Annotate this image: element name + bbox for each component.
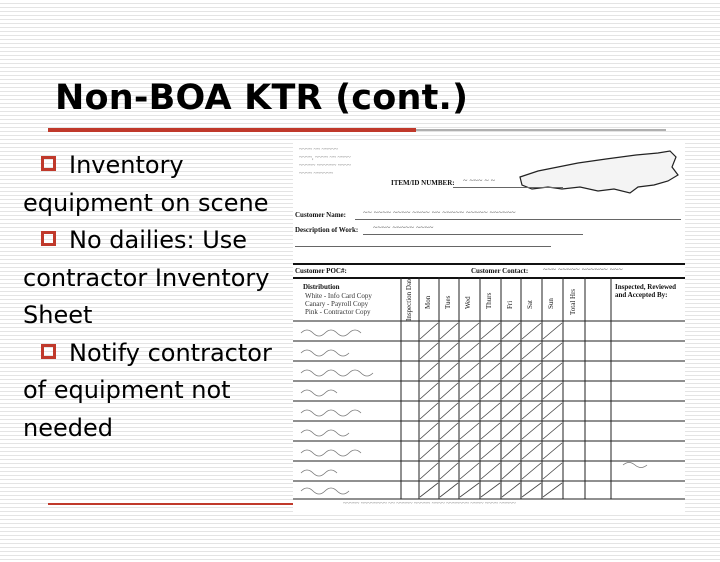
bullet-item: No dailies: Use contractor Inventory Sheet [23,226,270,329]
title-underline-accent [48,128,416,132]
handwritten-entry: ~ ~~~ ~ ~ [463,176,495,185]
column-header: Thurs [485,292,493,309]
distribution-line: Canary - Payroll Copy [305,300,369,308]
square-bullet-icon [41,156,56,171]
customer-contact-label: Customer Contact: [471,267,529,275]
form-header-scrawl: ~~~~, ~~~~ ~~ ~~~~ [299,155,351,161]
form-header-scrawl: ~~~~ ~~~~~~ [299,171,333,177]
square-bullet-icon [41,344,56,359]
handwritten-entry: ~~~~ ~~~~~ ~~~~ [373,223,434,232]
inventory-sheet-image [293,143,685,513]
column-header: Tues [444,295,452,309]
slide-title: Non-BOA KTR (cont.) [55,78,469,118]
bullet-list [23,147,293,447]
title-underline-gray [416,129,666,131]
column-header: Fri [506,300,514,309]
customer-pocs-label: Customer POC#: [295,267,347,275]
bottom-rule [48,503,293,505]
description-label: Description of Work: [295,226,359,234]
form-footer-scrawl: ~~~~~ ~~~~~~~~ ~~ ~~~~~ ~~~~~ ~~~~ ~~~~~~~ ~~~~ ~~~~ ~~~~~ [343,501,516,507]
square-bullet-icon [41,231,56,246]
inventory-grid [293,143,685,513]
distribution-line: White - Info Card Copy [305,292,372,300]
bullet-item: Inventory equipment on scene [23,151,269,217]
customer-name-label: Customer Name: [295,211,346,219]
bullet-item: Notify contractor of equipment not needed [23,338,272,442]
column-header: Total Hrs [569,288,577,315]
distribution-line: Pink - Contractor Copy [305,308,371,316]
distribution-label: Distribution [303,283,340,291]
column-header: Wed [464,296,472,309]
form-header-scrawl: ~~~~ ~~ ~~~~~ [299,147,338,153]
column-header: Inspection Date [405,276,413,321]
equipment-number-label: ITEM/ID NUMBER: [391,179,455,187]
column-header: Sat [526,300,534,309]
column-header: Mon [424,295,432,309]
column-header: Sun [547,298,555,309]
accepted-by-label: Inspected, Reviewed and Accepted By: [615,283,677,299]
handwritten-entry: ~~ ~~~~ ~~~~ ~~~~ ~~ ~~~~~ ~~~~~ ~~~~~~ [363,208,516,217]
handwritten-entry: ~~~ ~~~~~ ~~~~~~ ~~~ [543,265,623,274]
form-header-scrawl: ~~~~~ ~~~~~~ ~~~~ [299,163,351,169]
